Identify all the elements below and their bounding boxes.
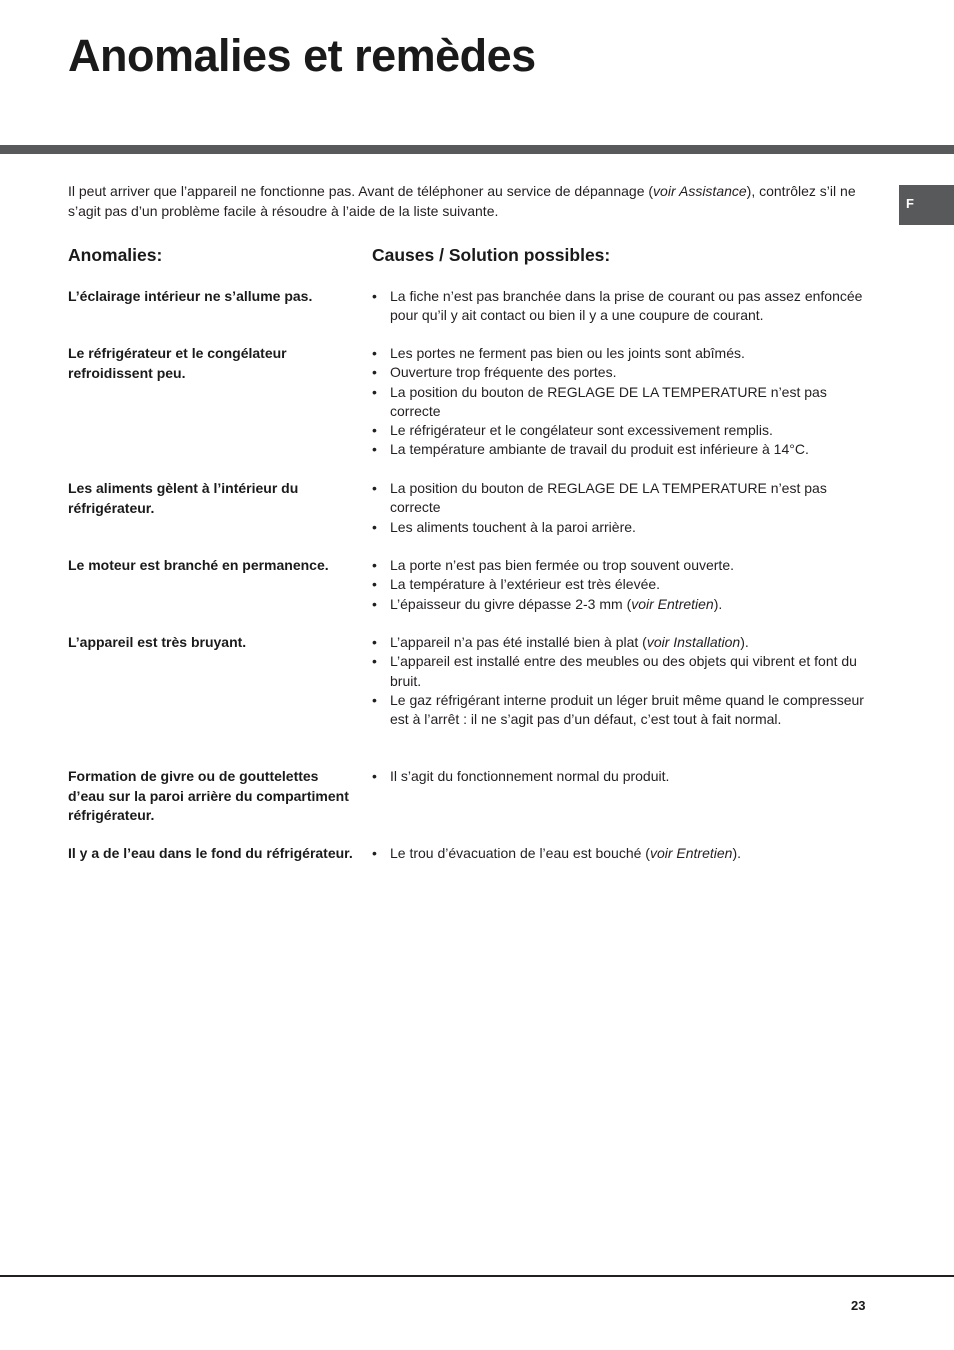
bullet-icon: •: [372, 634, 377, 650]
cause-item: [372, 633, 874, 652]
anomaly-label: Il y a de l’eau dans le fond du réfrigérateur.: [68, 845, 353, 861]
cause-text-after: ).: [713, 595, 723, 612]
cause-reference: voir Entretien: [631, 595, 714, 612]
causes-list: [372, 844, 874, 863]
cause-item: [372, 575, 874, 594]
cause-text: Il s’agit du fonctionnement normal du produit.: [390, 768, 670, 784]
causes-list: [372, 556, 874, 614]
intro-reference-assistance: voir Assistance: [653, 183, 747, 199]
causes-list: [372, 633, 874, 729]
cause-reference: voir Entretien: [649, 845, 733, 861]
anomaly-label: Le moteur est branché en permanence.: [68, 557, 329, 573]
cause-item: [372, 344, 874, 363]
page-number: 23: [851, 1298, 866, 1313]
cause-text: La température ambiante de travail du produit est inférieure à 14°C.: [390, 441, 809, 458]
bullet-icon: •: [372, 441, 377, 458]
causes-heading: Causes / Solution possibles:: [372, 245, 611, 265]
anomaly-label: Le réfrigérateur et le congélateur refroidissent peu.: [68, 345, 287, 381]
causes-list: [372, 344, 874, 460]
bullet-icon: •: [372, 595, 377, 612]
bullet-icon: •: [372, 480, 377, 496]
cause-item: [372, 556, 874, 575]
anomaly-label: Les aliments gèlent à l’intérieur du réfrigérateur.: [68, 480, 299, 516]
causes-list: [372, 767, 874, 786]
cause-item: [372, 518, 874, 537]
bullet-icon: •: [372, 288, 377, 304]
cause-text: La température à l’extérieur est très élevée.: [390, 576, 661, 593]
anomaly-label: L’appareil est très bruyant.: [68, 634, 247, 650]
cause-item: [372, 479, 874, 518]
page-title: Anomalies et remèdes: [68, 30, 536, 81]
bullet-icon: •: [372, 383, 377, 400]
cause-text: Les aliments touchent à la paroi arrière.: [390, 518, 636, 535]
cause-text: L’appareil est installé entre des meubles ou des objets qui vibrent et font du bruit.: [390, 653, 857, 689]
bullet-icon: •: [372, 576, 377, 593]
cause-text: L’appareil n’a pas été installé bien à plat (: [390, 634, 647, 650]
language-tab: F: [899, 185, 954, 225]
cause-text: Le gaz réfrigérant interne produit un léger bruit même quand le compresseur est à l’arrêt : il ne s’agit pas d’un défaut, c’est tout à fait normal.: [390, 691, 864, 728]
cause-text: L’épaisseur du givre dépasse 2-3 mm (: [390, 595, 632, 612]
cause-item: [372, 383, 874, 422]
bullet-icon: •: [372, 518, 377, 535]
bullet-icon: •: [372, 422, 377, 439]
cause-item: [372, 844, 874, 863]
cause-item: [372, 363, 874, 382]
intro-text-before: Il peut arriver que l’appareil ne fonctionne pas. Avant de téléphoner au service de dépannage (: [68, 183, 654, 199]
cause-item: [372, 595, 874, 614]
bullet-icon: •: [372, 691, 377, 708]
causes-list: [372, 287, 874, 326]
cause-text: Ouverture trop fréquente des portes.: [390, 364, 617, 381]
bullet-icon: •: [372, 557, 377, 573]
cause-text: Le trou d’évacuation de l’eau est bouché (: [390, 845, 650, 861]
cause-reference: voir Installation: [646, 634, 741, 650]
cause-text: La position du bouton de REGLAGE DE LA TEMPERATURE n’est pas correcte: [390, 383, 827, 419]
cause-item: [372, 440, 874, 459]
cause-item: [372, 691, 874, 730]
cause-text: Les portes ne ferment pas bien ou les joints sont abîmés.: [390, 345, 745, 361]
anomaly-label: Formation de givre ou de gouttelettes d’eau sur la paroi arrière du compartiment réfrigérateur.: [68, 768, 349, 823]
cause-item: [372, 767, 874, 786]
intro-text-after: ), contrôlez s’il ne s’agit pas d’un problème facile à résoudre à l’aide de la liste suivante.: [68, 183, 856, 219]
footer-divider: [0, 1275, 954, 1277]
cause-text: La position du bouton de REGLAGE DE LA TEMPERATURE n’est pas correcte: [390, 480, 827, 516]
bullet-icon: •: [372, 768, 377, 784]
cause-item: [372, 421, 874, 440]
bullet-icon: •: [372, 345, 377, 361]
bullet-icon: •: [372, 653, 377, 670]
cause-text-after: ).: [732, 845, 742, 861]
cause-text: La fiche n’est pas branchée dans la prise de courant ou pas assez enfoncée pour qu’il y ait contact ou bien il y a une coupure de courant.: [390, 288, 863, 324]
anomalies-heading: Anomalies:: [68, 245, 163, 265]
bullet-icon: •: [372, 845, 377, 861]
cause-text: La porte n’est pas bien fermée ou trop souvent ouverte.: [390, 557, 734, 573]
cause-text-after: ).: [740, 634, 749, 650]
cause-item: [372, 652, 874, 691]
bullet-icon: •: [372, 364, 377, 381]
intro-paragraph: [68, 181, 868, 221]
cause-text: Le réfrigérateur et le congélateur sont excessivement remplis.: [390, 422, 773, 439]
causes-list: [372, 479, 874, 537]
header-divider: [0, 145, 954, 154]
anomaly-label: L’éclairage intérieur ne s’allume pas.: [68, 288, 313, 304]
cause-item: [372, 287, 874, 326]
